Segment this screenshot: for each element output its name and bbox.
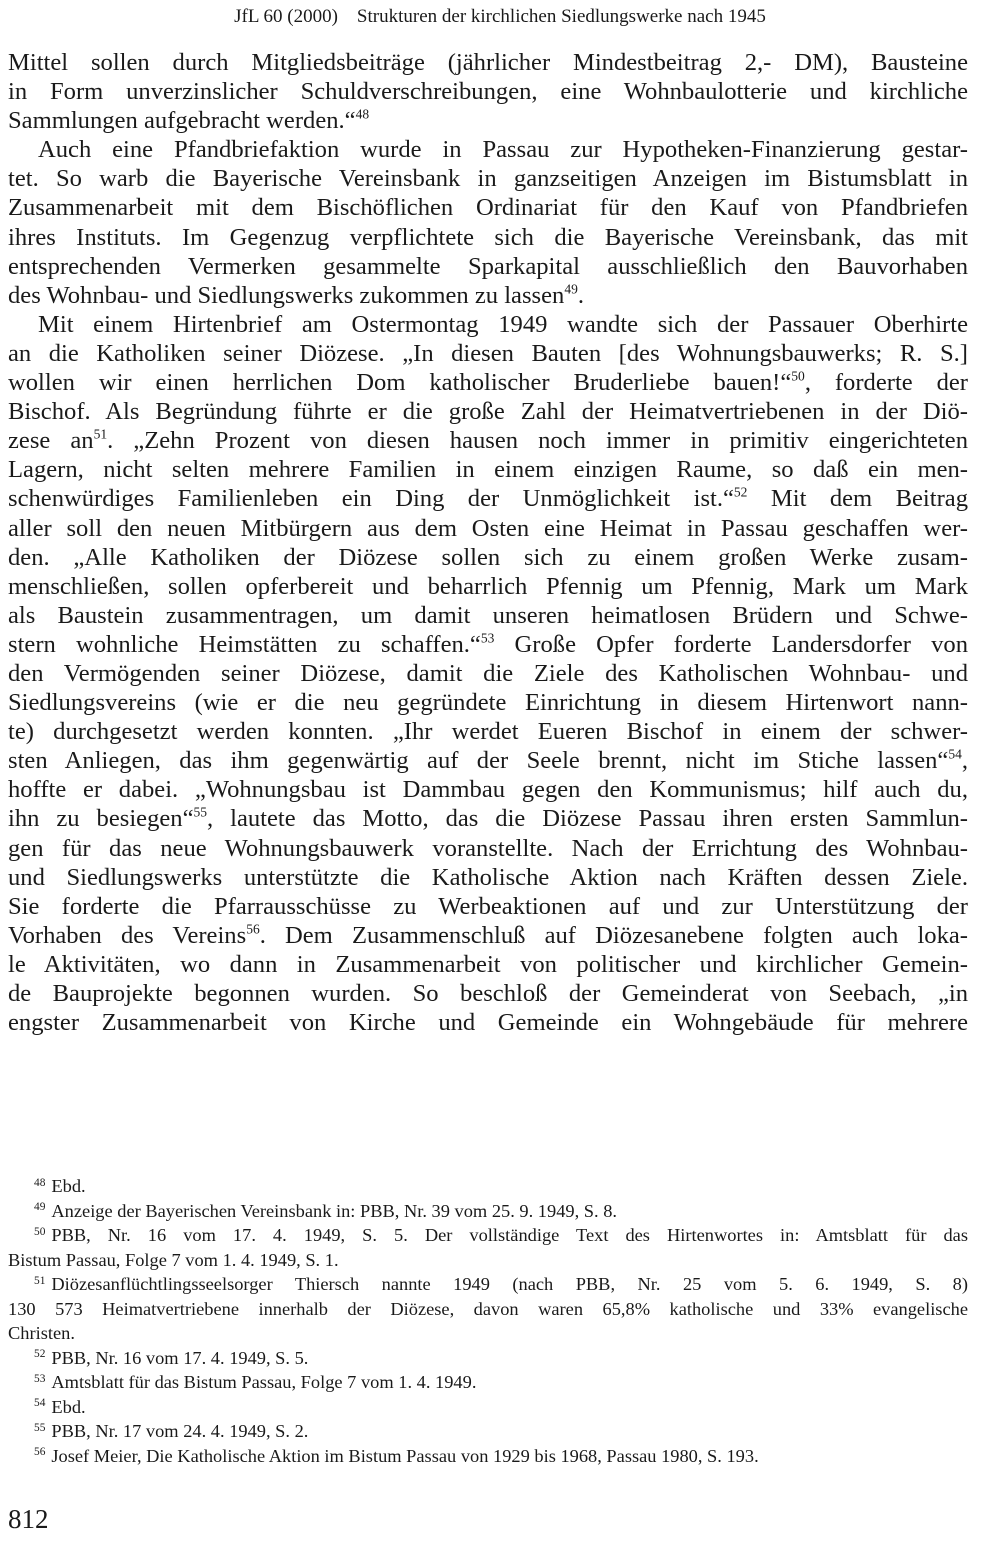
footnotes [8,1174,968,1468]
text-segment: hoffte er dabei. „Wohnungsbau ist Dammbau gegen den Kommunismus; hilf auch du, [8,776,968,804]
footnote-reference: 54 [948,746,962,762]
paragraph [8,310,968,1037]
text-segment: sten Anliegen, das ihm gegenwärtig auf der Seele brennt, nicht im Stiche lassen“ [8,747,949,775]
text-segment: ihn zu besiegen“ [8,805,194,833]
footnote-reference: 52 [733,484,748,500]
footnote-text: PBB, Nr. 16 vom 17. 4. 1949, S. 5. Der vollständige Text des Hirtenwortes in: Amtsblatt für das [51,1225,968,1245]
footnote [8,1174,968,1199]
footnote-text: Ebd. [51,1176,86,1196]
text-line [8,746,968,775]
text-segment: Siedlungsvereins (wie er die neu gegründete Einrichtung in diesem Hirtenwort nann- [8,689,968,717]
text-segment: gen für das neue Wohnungsbauwerk voranstellte. Nach der Errichtung des Wohnbau- [8,834,968,862]
text-segment: Bischof. Als Begründung führte er die große Zahl der Heimatvertriebenen in der Diö- [8,398,968,426]
body-text [8,48,968,1037]
footnote-line [8,1297,968,1322]
text-line [8,717,968,746]
footnote-number: 53 [34,1372,46,1385]
footnote-text: Diözesanflüchtlingsseelsorger Thiersch nannte 1949 (nach PBB, Nr. 25 vom 5. 6. 1949, S. 8) [51,1274,968,1294]
footnote-line [8,1174,968,1199]
text-line [8,252,968,281]
footnote-text: Bistum Passau, Folge 7 vom 1. 4. 1949, S. 1. [8,1249,339,1270]
text-segment: . „Zehn Prozent von diesen hausen noch immer in primitiv eingerichteten [107,427,969,455]
footnote-reference: 48 [355,106,370,122]
paragraph [8,48,968,135]
text-segment: den. „Alle Katholiken der Diözese sollen sich zu einem großen Werke zusam- [8,543,968,571]
footnote-number: 51 [34,1274,46,1287]
journal-reference: JfL 60 (2000) [234,6,338,27]
footnote [8,1419,968,1444]
footnote [8,1346,968,1371]
text-line [8,48,968,77]
text-segment: menschließen, sollen opferbereit und beharrlich Pfennig um Pfennig, Mark um Mark [8,572,968,600]
text-segment: Lagern, nicht selten mehrere Familien in einem einzigen Raume, so daß ein men- [8,456,968,484]
text-segment: Mit dem Beitrag [747,485,968,513]
text-segment: ihres Instituts. Im Gegenzug verpflichtete sich die Bayerische Vereinsbank, das mit [8,223,968,251]
text-segment: de Bauprojekte begonnen wurden. So beschloß der Gemeinderat von Seebach, „in [8,980,968,1007]
text-line [8,426,968,455]
text-line [8,834,968,863]
footnote-number: 56 [34,1446,46,1459]
text-line [8,193,968,222]
text-line [8,601,968,630]
text-segment: des Wohnbau- und Siedlungswerks zukommen zu lassen [8,281,565,309]
page-number: 812 [8,1504,49,1534]
paragraph [8,135,968,310]
footnote [8,1370,968,1395]
text-line [8,281,968,310]
footnote-reference: 50 [791,368,805,384]
footnote-line [8,1370,968,1395]
text-segment: als Baustein zusammentragen, um damit unseren heimatlosen Brüdern und Schwe- [8,601,968,629]
text-line [8,164,968,193]
footnote-number: 52 [34,1348,46,1361]
text-line [8,135,968,164]
text-segment: le Aktivitäten, wo dann in Zusammenarbeit von politischer und kirchlicher Gemein- [8,950,968,978]
text-segment: . [577,281,584,309]
text-line [8,979,968,1008]
text-segment: , forderte der [804,369,968,397]
footnote [8,1444,968,1469]
footnote-line [8,1223,968,1248]
footnote-text: Ebd. [51,1396,86,1417]
text-segment: te) durchgesetzt werden konnten. „Ihr werdet Eueren Bischof in einem der schwer- [8,718,968,746]
text-line [8,775,968,804]
text-segment: engster Zusammenarbeit von Kirche und Gemeinde ein Wohngebäude für mehrere [8,1009,968,1037]
footnote-text: Josef Meier, Die Katholische Aktion im Bistum Passau von 1929 bis 1968, Passau 1980, S. 193. [51,1445,759,1466]
footnote-line [8,1199,968,1224]
footnote-number: 50 [34,1225,46,1238]
text-segment: und Siedlungswerks unterstützte die Katholische Aktion nach Kräften dessen Ziele. [8,863,968,891]
text-line [8,804,968,833]
text-line [8,106,968,135]
text-line [8,339,968,368]
footnote-text: 130 573 Heimatvertriebene innerhalb der Diözese, davon waren 65,8% katholische und 33% evangelische [8,1298,968,1319]
footnote-reference: 56 [246,921,260,937]
footnote-text: Amtsblatt für das Bistum Passau, Folge 7 vom 1. 4. 1949. [51,1372,477,1392]
text-segment: . Dem Zusammenschluß auf Diözesanebene folgten auch loka- [259,921,968,949]
footnote-text: Christen. [8,1323,75,1343]
footnote-number: 49 [34,1201,46,1214]
footnote-line [8,1395,968,1420]
text-segment: wollen wir einen herrlichen Dom katholischer Bruderliebe bauen!“ [8,369,792,397]
text-segment: den Vermögenden seiner Diözese, damit die Ziele des Katholischen Wohnbau- und [8,659,968,687]
text-segment: Sammlungen aufgebracht werden.“ [8,107,356,135]
footnote-reference: 55 [193,804,208,820]
footnote-reference: 51 [93,426,108,442]
text-segment: , [961,747,968,775]
text-line [8,863,968,892]
text-line [8,223,968,252]
text-segment: Mittel sollen durch Mitgliedsbeiträge (jährlicher Mindestbeitrag 2,- DM), Bausteine [8,49,968,76]
running-header [0,6,1000,28]
text-line [8,77,968,106]
text-line [8,455,968,484]
text-segment: an die Katholiken seiner Diözese. „In diesen Bauten [des Wohnungsbauwerks; R. S.] [8,339,968,367]
footnote-text: PBB, Nr. 17 vom 24. 4. 1949, S. 2. [51,1421,309,1441]
text-segment: Auch eine Pfandbriefaktion wurde in Passau zur Hypotheken-Finanzierung gestar- [38,136,968,164]
chapter-title: Strukturen der kirchlichen Siedlungswerke nach 1945 [356,6,766,27]
text-line [8,543,968,572]
text-segment: in Form unverzinslicher Schuldverschreibungen, eine Wohnbaulotterie und kirchliche [8,78,968,106]
text-line [8,688,968,717]
text-segment: stern wohnliche Heimstätten zu schaffen.“ [8,630,481,658]
text-line [8,572,968,601]
footnote-reference: 49 [564,281,578,297]
text-line [8,484,968,513]
text-segment: schenwürdiges Familienleben ein Ding der Unmöglichkeit ist.“ [8,485,734,513]
footnote-line [8,1346,968,1371]
text-segment: Sie forderte die Pfarrausschüsse zu Werbeaktionen auf und zur Unterstützung der [8,892,968,920]
text-segment: Zusammenarbeit mit dem Bischöflichen Ordinariat für den Kauf von Pfandbriefen [8,194,968,222]
text-segment: , lautete das Motto, das die Diözese Passau ihren ersten Sammlun- [207,805,968,833]
text-segment: aller soll den neuen Mitbürgern aus dem Osten eine Heimat in Passau geschaffen wer- [8,514,968,542]
text-segment: Mit einem Hirtenbrief am Ostermontag 1949 wandte sich der Passauer Oberhirte [38,310,968,338]
footnote-line [8,1444,968,1469]
footnote [8,1395,968,1420]
footnote-text: PBB, Nr. 16 vom 17. 4. 1949, S. 5. [51,1347,309,1368]
text-segment: tet. So warb die Bayerische Vereinsbank in ganzseitigen Anzeigen im Bistumsblatt in [8,165,968,193]
text-segment: Vorhaben des Vereins [8,921,247,949]
text-line [8,921,968,950]
text-line [8,514,968,543]
text-line [8,630,968,659]
text-line [8,1008,968,1037]
text-segment: Große Opfer forderte Landersdorfer von [494,630,968,658]
footnote-line [8,1248,968,1273]
footnote-line [8,1321,968,1346]
text-line [8,892,968,921]
footnote-text: Anzeige der Bayerischen Vereinsbank in: PBB, Nr. 39 vom 25. 9. 1949, S. 8. [51,1200,617,1221]
footnote-line [8,1419,968,1444]
footnote-number: 54 [34,1397,46,1410]
text-line [8,659,968,688]
footnote-number: 48 [34,1176,46,1189]
footnote [8,1272,968,1346]
text-line [8,310,968,339]
text-line [8,397,968,426]
text-line [8,368,968,397]
text-segment: entsprechenden Vermerken gesammelte Sparkapital ausschließlich den Bauvorhaben [8,252,968,280]
text-line [8,950,968,979]
footnote-line [8,1272,968,1297]
footnote [8,1199,968,1224]
footnote-number: 55 [34,1421,46,1434]
text-segment: zese an [8,427,94,455]
footnote [8,1223,968,1272]
footnote-reference: 53 [480,630,495,646]
